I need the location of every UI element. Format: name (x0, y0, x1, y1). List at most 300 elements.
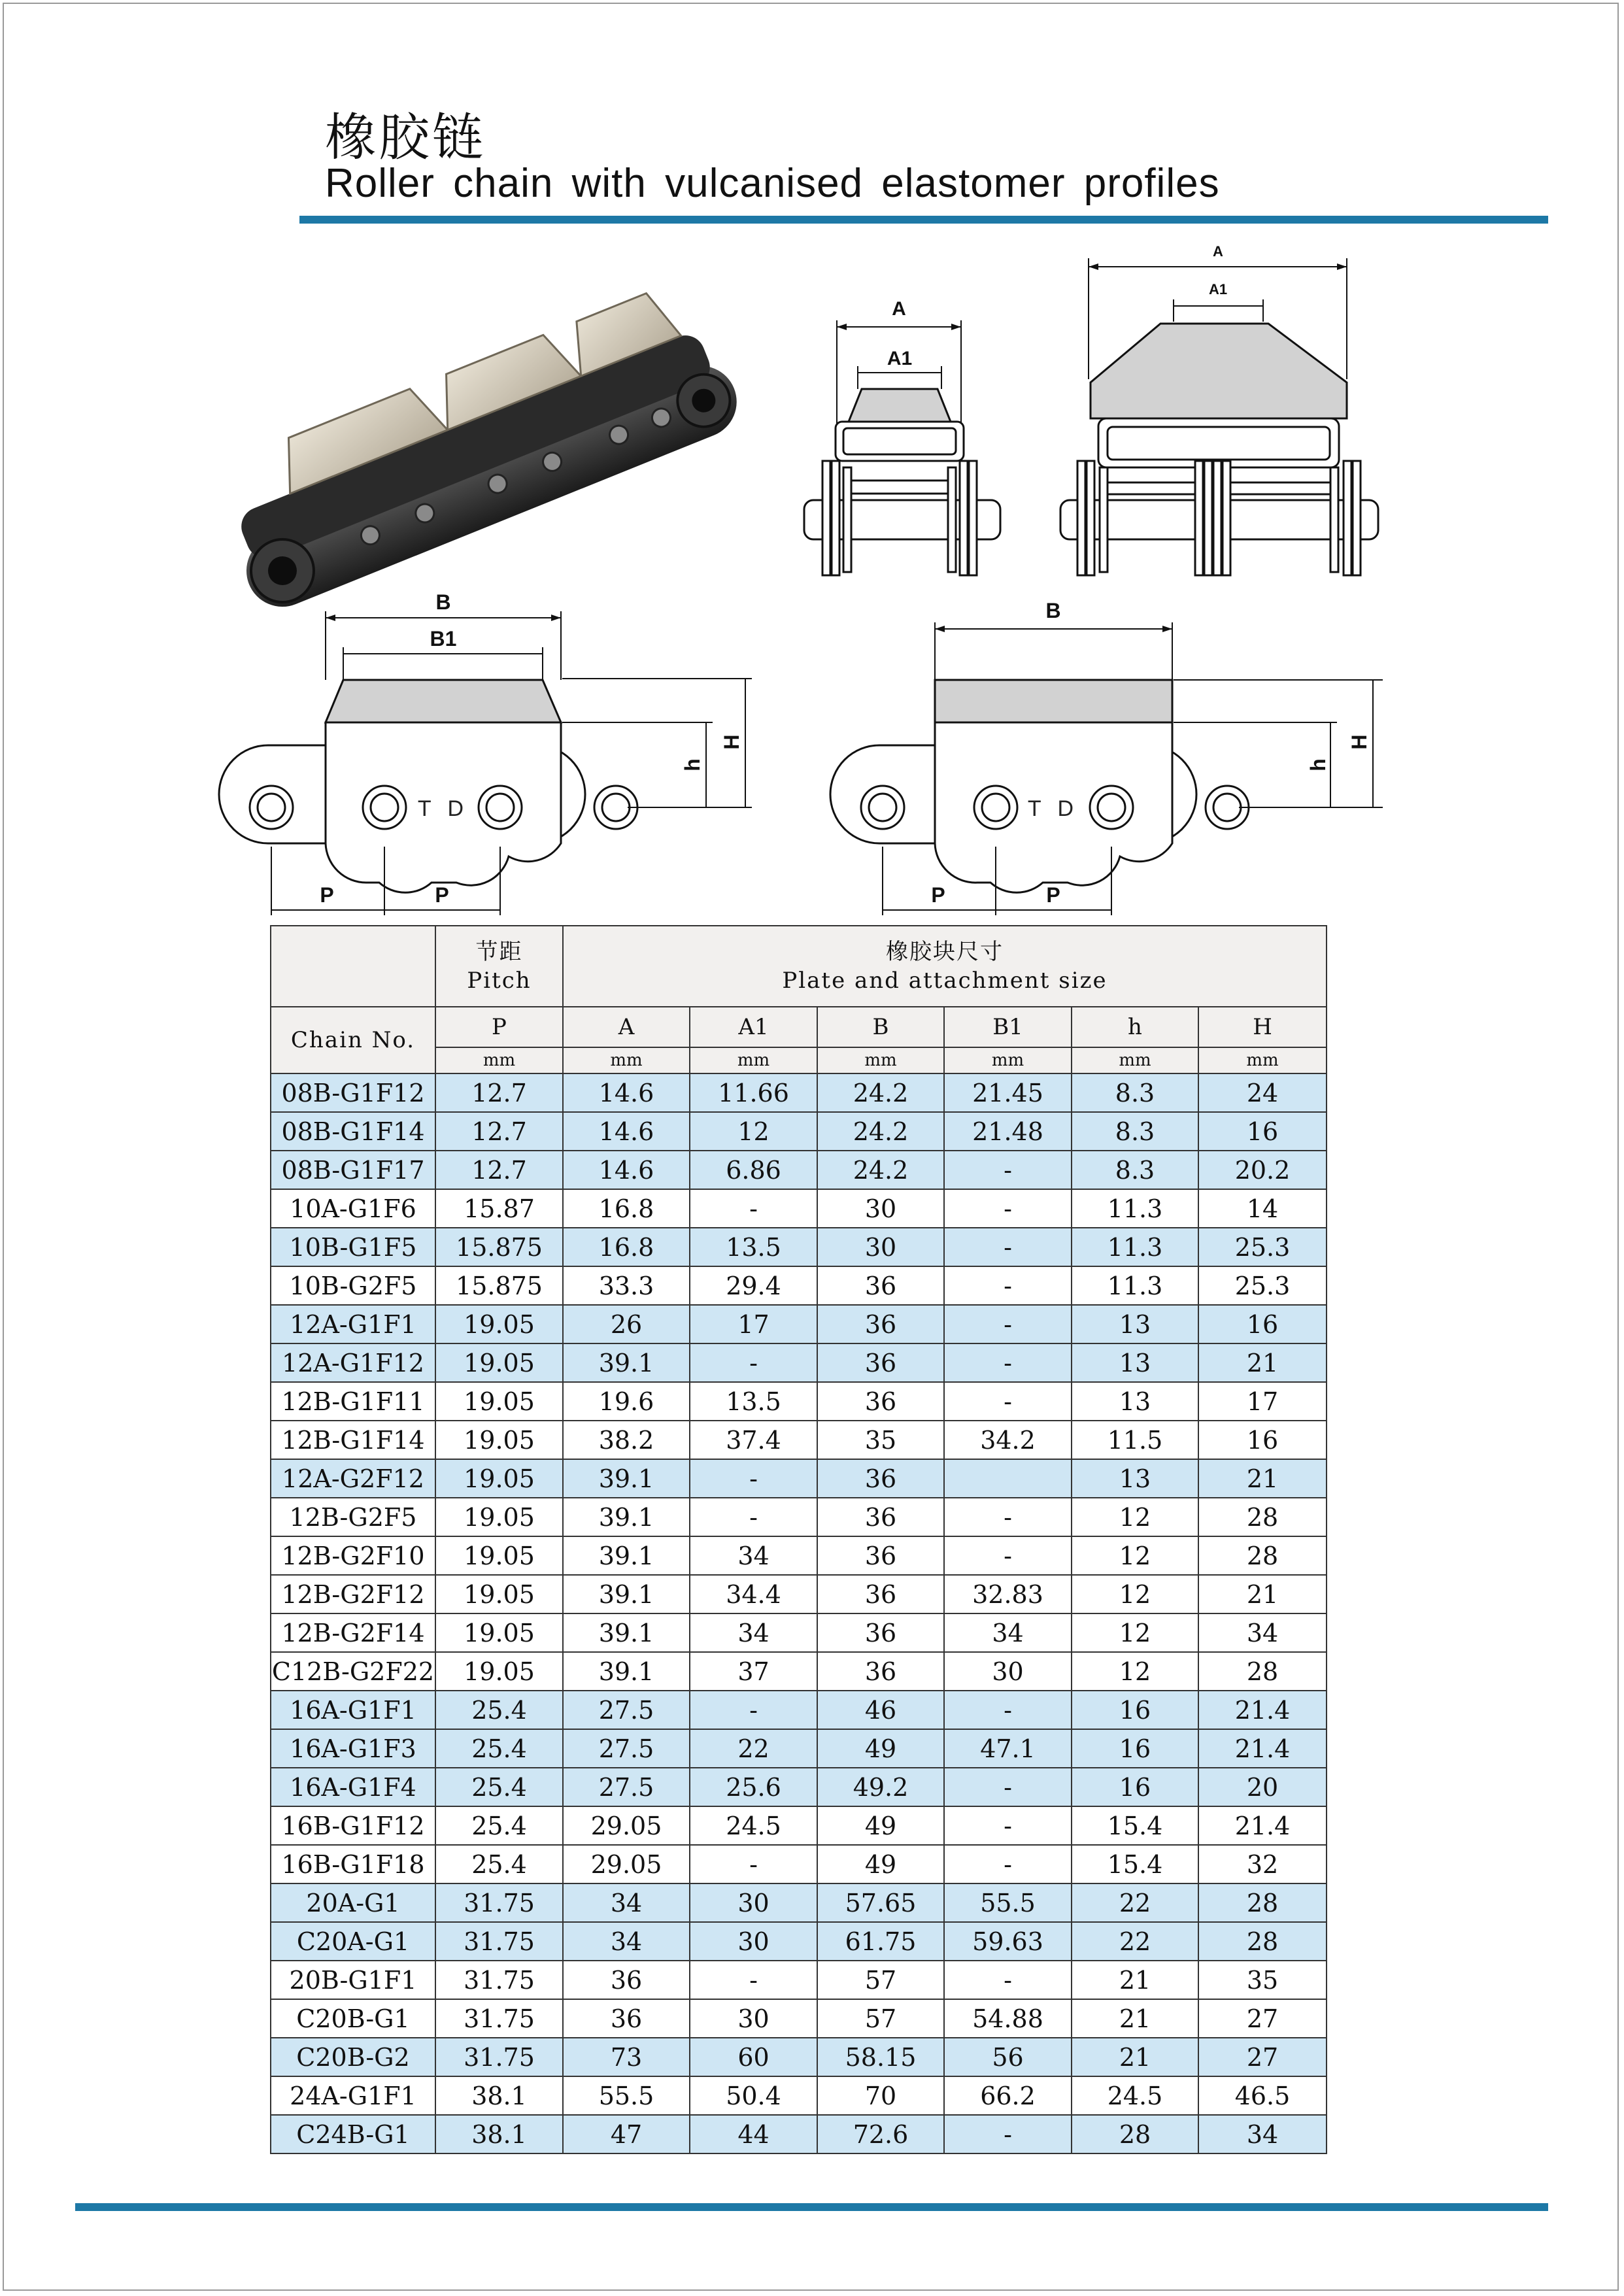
table-cell: 21 (1198, 1459, 1327, 1498)
table-cell: 12.7 (435, 1112, 563, 1151)
chain-number-cell: 12A-G1F12 (271, 1343, 435, 1382)
table-cell: 35 (817, 1421, 944, 1459)
table-cell: 11.66 (690, 1073, 817, 1112)
chain-number-cell: 08B-G1F14 (271, 1112, 435, 1151)
dim-label-h: h (681, 758, 704, 771)
table-cell: 6.86 (690, 1151, 817, 1189)
table-cell: 28 (1198, 1922, 1327, 1961)
table-cell: 19.05 (435, 1421, 563, 1459)
column-header: A1 (690, 1007, 817, 1047)
table-cell: 31.75 (435, 1999, 563, 2038)
table-row (271, 2115, 1327, 2153)
table-cell: 47.1 (944, 1729, 1072, 1768)
table-cell: 30 (690, 1999, 817, 2038)
spec-table-body (271, 1073, 1327, 2153)
table-cell: 36 (563, 1961, 690, 1999)
column-header: h (1072, 1007, 1198, 1047)
table-cell: - (944, 2115, 1072, 2153)
table-cell: 26 (563, 1305, 690, 1343)
table-cell: 39.1 (563, 1613, 690, 1652)
table-cell: 57 (817, 1961, 944, 1999)
dim-label-P-right: P (1046, 883, 1060, 907)
chain-number-cell: 08B-G1F12 (271, 1073, 435, 1112)
table-cell: 19.05 (435, 1575, 563, 1613)
unit-cell: mm (563, 1047, 690, 1073)
table-cell: 12.7 (435, 1151, 563, 1189)
column-header: B (817, 1007, 944, 1047)
header-pitch-en: Pitch (467, 968, 532, 994)
table-cell: 36 (563, 1999, 690, 2038)
table-row (271, 1729, 1327, 1768)
footer-rule (75, 2203, 1548, 2211)
table-cell: - (944, 1151, 1072, 1189)
table-row (271, 1613, 1327, 1652)
table-cell: 24.2 (817, 1151, 944, 1189)
table-cell: 16 (1072, 1768, 1198, 1806)
table-cell: 49 (817, 1845, 944, 1883)
table-cell: 36 (817, 1498, 944, 1536)
table-cell: 36 (817, 1305, 944, 1343)
table-row (271, 1498, 1327, 1536)
table-cell: - (944, 1189, 1072, 1228)
table-row (271, 1189, 1327, 1228)
plate-mark: T D (417, 796, 469, 821)
table-cell: 19.05 (435, 1343, 563, 1382)
table-row (271, 1266, 1327, 1305)
table-cell: 28 (1198, 1652, 1327, 1691)
table-row (271, 1883, 1327, 1922)
table-row (271, 1961, 1327, 1999)
table-cell: 28 (1198, 1883, 1327, 1922)
column-header: B1 (944, 1007, 1072, 1047)
table-cell: - (690, 1845, 817, 1883)
chain-number-cell: C20B-G2 (271, 2038, 435, 2076)
header-plate-en: Plate and attachment size (782, 968, 1108, 994)
table-row (271, 1575, 1327, 1613)
table-cell: 29.4 (690, 1266, 817, 1305)
chain-number-cell: 16A-G1F3 (271, 1729, 435, 1768)
table-cell: 21 (1198, 1343, 1327, 1382)
table-cell: 19.05 (435, 1305, 563, 1343)
table-cell: 58.15 (817, 2038, 944, 2076)
table-cell: - (944, 1305, 1072, 1343)
table-cell: 24.5 (690, 1806, 817, 1845)
chain-number-cell: 10A-G1F6 (271, 1189, 435, 1228)
table-cell: 21.4 (1198, 1806, 1327, 1845)
table-cell: 36 (817, 1652, 944, 1691)
table-cell: 24.2 (817, 1112, 944, 1151)
table-row (271, 1536, 1327, 1575)
table-row (271, 1112, 1327, 1151)
table-row (271, 1073, 1327, 1112)
side-view-tapered (209, 588, 785, 922)
dim-label-B: B (435, 590, 451, 614)
table-cell: 22 (690, 1729, 817, 1768)
dim-label-P-left: P (320, 883, 334, 907)
table-cell: 38.1 (435, 2115, 563, 2153)
table-cell: 66.2 (944, 2076, 1072, 2115)
table-row (271, 1999, 1327, 2038)
table-row (271, 1151, 1327, 1189)
table-cell: 25.4 (435, 1729, 563, 1768)
chain-number-cell: C20A-G1 (271, 1922, 435, 1961)
chain-number-cell: 16B-G1F18 (271, 1845, 435, 1883)
table-cell: 21 (1072, 2038, 1198, 2076)
table-cell: 12 (1072, 1652, 1198, 1691)
table-cell: 54.88 (944, 1999, 1072, 2038)
table-cell: 24.2 (817, 1073, 944, 1112)
chain-number-cell: 12B-G1F14 (271, 1421, 435, 1459)
table-cell: 8.3 (1072, 1073, 1198, 1112)
unit-cell: mm (690, 1047, 817, 1073)
dim-label-A1: A1 (1208, 281, 1228, 297)
chain-number-cell: C12B-G2F22 (271, 1652, 435, 1691)
table-row (271, 1691, 1327, 1729)
page-title-chinese: 橡胶链 (325, 109, 486, 167)
table-cell: 16.8 (563, 1228, 690, 1266)
table-cell: 32.83 (944, 1575, 1072, 1613)
table-cell: 22 (1072, 1922, 1198, 1961)
table-cell: 30 (690, 1922, 817, 1961)
table-cell: 34 (944, 1613, 1072, 1652)
table-cell: 39.1 (563, 1459, 690, 1498)
table-cell: 61.75 (817, 1922, 944, 1961)
dim-label-A: A (1213, 243, 1223, 260)
table-cell: 17 (690, 1305, 817, 1343)
table-cell: 8.3 (1072, 1112, 1198, 1151)
table-cell: - (690, 1189, 817, 1228)
table-row (271, 1459, 1327, 1498)
table-cell: 15.4 (1072, 1845, 1198, 1883)
chain-number-cell: 24A-G1F1 (271, 2076, 435, 2115)
chain-number-cell: 12B-G2F14 (271, 1613, 435, 1652)
table-cell: 57.65 (817, 1883, 944, 1922)
table-cell: 19.05 (435, 1459, 563, 1498)
header-rule (299, 216, 1548, 224)
table-cell: 16 (1072, 1691, 1198, 1729)
plate-mark: T D (1027, 796, 1079, 821)
table-cell: 13 (1072, 1305, 1198, 1343)
table-cell: 47 (563, 2115, 690, 2153)
table-row (271, 1382, 1327, 1421)
header-plate-cn: 橡胶块尺寸 (886, 939, 1004, 965)
front-view-wide (1053, 242, 1379, 588)
table-cell: 21.4 (1198, 1729, 1327, 1768)
chain-number-cell: 12A-G2F12 (271, 1459, 435, 1498)
table-cell: - (690, 1961, 817, 1999)
table-cell: - (944, 1382, 1072, 1421)
table-cell: 8.3 (1072, 1151, 1198, 1189)
table-cell: 20.2 (1198, 1151, 1327, 1189)
table-cell: 55.5 (563, 2076, 690, 2115)
table-cell: 34.4 (690, 1575, 817, 1613)
table-cell: 11.3 (1072, 1228, 1198, 1266)
table-cell: 25.3 (1198, 1266, 1327, 1305)
page-title-english: Roller chain with vulcanised elastomer profiles (325, 161, 1220, 206)
table-cell: 27.5 (563, 1768, 690, 1806)
table-cell: 11.3 (1072, 1189, 1198, 1228)
table-cell: 12 (690, 1112, 817, 1151)
table-cell: 25.4 (435, 1806, 563, 1845)
column-header: P (435, 1007, 563, 1047)
table-cell: - (944, 1691, 1072, 1729)
chain-number-cell: 20B-G1F1 (271, 1961, 435, 1999)
table-row (271, 1305, 1327, 1343)
dim-label-A1: A1 (887, 348, 913, 369)
table-cell: 25.4 (435, 1845, 563, 1883)
table-cell: - (944, 1266, 1072, 1305)
table-cell: 56 (944, 2038, 1072, 2076)
table-cell: 32 (1198, 1845, 1327, 1883)
column-header: A (563, 1007, 690, 1047)
table-cell: - (690, 1343, 817, 1382)
table-row (271, 1228, 1327, 1266)
dim-label-H: H (1347, 734, 1371, 750)
table-cell: 37 (690, 1652, 817, 1691)
front-view-narrow (798, 291, 1007, 585)
table-cell: 16 (1198, 1305, 1327, 1343)
table-cell: - (690, 1498, 817, 1536)
unit-cell: mm (944, 1047, 1072, 1073)
table-cell: 34.2 (944, 1421, 1072, 1459)
table-cell: 29.05 (563, 1806, 690, 1845)
table-cell: 38.1 (435, 2076, 563, 2115)
spec-table (270, 925, 1327, 2154)
table-cell: - (944, 1536, 1072, 1575)
chain-number-cell: 20A-G1 (271, 1883, 435, 1922)
table-row (271, 1652, 1327, 1691)
table-row (271, 1845, 1327, 1883)
table-cell: 21.4 (1198, 1691, 1327, 1729)
table-cell: - (690, 1691, 817, 1729)
table-cell: 16 (1072, 1729, 1198, 1768)
chain-number-cell: 12B-G2F5 (271, 1498, 435, 1536)
side-view-flat (820, 588, 1396, 922)
table-cell: 22 (1072, 1883, 1198, 1922)
table-cell: 25.3 (1198, 1228, 1327, 1266)
header-pitch (435, 926, 563, 1007)
table-cell: 19.05 (435, 1652, 563, 1691)
table-cell: 30 (944, 1652, 1072, 1691)
table-cell: 17 (1198, 1382, 1327, 1421)
unit-cell: mm (435, 1047, 563, 1073)
chain-number-cell: 16A-G1F4 (271, 1768, 435, 1806)
table-cell: - (944, 1806, 1072, 1845)
table-cell: 39.1 (563, 1498, 690, 1536)
table-cell: - (690, 1459, 817, 1498)
table-cell: 16 (1198, 1421, 1327, 1459)
table-cell: 34 (1198, 2115, 1327, 2153)
table-cell: 36 (817, 1382, 944, 1421)
table-cell: 15.875 (435, 1228, 563, 1266)
table-cell: 34 (563, 1922, 690, 1961)
table-cell: 36 (817, 1266, 944, 1305)
table-cell: 25.4 (435, 1768, 563, 1806)
dim-label-H: H (720, 734, 743, 750)
table-cell: 15.87 (435, 1189, 563, 1228)
table-cell: 72.6 (817, 2115, 944, 2153)
dim-label-A: A (892, 298, 906, 320)
table-cell: 28 (1198, 1498, 1327, 1536)
table-cell: 39.1 (563, 1575, 690, 1613)
table-cell: 34 (563, 1883, 690, 1922)
table-row (271, 2038, 1327, 2076)
table-cell: 12 (1072, 1498, 1198, 1536)
table-cell: 60 (690, 2038, 817, 2076)
table-cell: - (944, 1961, 1072, 1999)
table-cell: 16 (1198, 1112, 1327, 1151)
chain-number-cell: C24B-G1 (271, 2115, 435, 2153)
table-cell: 14.6 (563, 1073, 690, 1112)
table-cell: 34 (1198, 1613, 1327, 1652)
table-row (271, 1343, 1327, 1382)
table-cell: 27 (1198, 2038, 1327, 2076)
table-cell: - (944, 1845, 1072, 1883)
table-cell: 36 (817, 1536, 944, 1575)
chain-number-cell: 08B-G1F17 (271, 1151, 435, 1189)
table-cell: 13.5 (690, 1382, 817, 1421)
unit-cell: mm (817, 1047, 944, 1073)
table-cell: 36 (817, 1575, 944, 1613)
table-cell: 49 (817, 1806, 944, 1845)
table-cell: - (944, 1768, 1072, 1806)
chain-number-cell: 16B-G1F12 (271, 1806, 435, 1845)
table-cell: 37.4 (690, 1421, 817, 1459)
table-cell: 35 (1198, 1961, 1327, 1999)
table-cell: 12 (1072, 1536, 1198, 1575)
table-cell: 14.6 (563, 1151, 690, 1189)
chain-photo (183, 258, 758, 611)
header-empty-cell (271, 926, 435, 1007)
table-cell (944, 1459, 1072, 1498)
table-cell: 19.6 (563, 1382, 690, 1421)
chain-number-cell: 16A-G1F1 (271, 1691, 435, 1729)
table-cell: 57 (817, 1999, 944, 2038)
table-cell: 55.5 (944, 1883, 1072, 1922)
table-cell: 44 (690, 2115, 817, 2153)
table-cell: 19.05 (435, 1536, 563, 1575)
table-cell: 19.05 (435, 1613, 563, 1652)
chain-number-cell: 12A-G1F1 (271, 1305, 435, 1343)
table-cell: 11.3 (1072, 1266, 1198, 1305)
column-header: H (1198, 1007, 1327, 1047)
chain-number-cell: C20B-G1 (271, 1999, 435, 2038)
table-cell: 29.05 (563, 1845, 690, 1883)
chain-number-cell: 12B-G2F10 (271, 1536, 435, 1575)
header-chain-no: Chain No. (271, 1007, 435, 1073)
table-cell: 38.2 (563, 1421, 690, 1459)
table-cell: 11.5 (1072, 1421, 1198, 1459)
table-cell: 21.48 (944, 1112, 1072, 1151)
table-cell: 31.75 (435, 1922, 563, 1961)
table-cell: 28 (1072, 2115, 1198, 2153)
table-cell: 27.5 (563, 1729, 690, 1768)
table-row (271, 1806, 1327, 1845)
header-pitch-cn: 节距 (475, 939, 523, 965)
table-cell: 36 (817, 1343, 944, 1382)
table-cell: 13 (1072, 1459, 1198, 1498)
table-cell: 70 (817, 2076, 944, 2115)
table-cell: 33.3 (563, 1266, 690, 1305)
table-cell: 12.7 (435, 1073, 563, 1112)
table-cell: 46.5 (1198, 2076, 1327, 2115)
chain-number-cell: 12B-G1F11 (271, 1382, 435, 1421)
table-cell: 59.63 (944, 1922, 1072, 1961)
table-cell: 31.75 (435, 2038, 563, 2076)
table-cell: 13 (1072, 1343, 1198, 1382)
table-cell: 34 (690, 1613, 817, 1652)
table-cell: 13.5 (690, 1228, 817, 1266)
table-cell: 15.4 (1072, 1806, 1198, 1845)
table-row (271, 1421, 1327, 1459)
table-cell: 27.5 (563, 1691, 690, 1729)
dim-label-B: B (1045, 599, 1061, 622)
chain-number-cell: 10B-G1F5 (271, 1228, 435, 1266)
table-cell: 14 (1198, 1189, 1327, 1228)
table-cell: - (944, 1343, 1072, 1382)
table-cell: 28 (1198, 1536, 1327, 1575)
table-cell: 16.8 (563, 1189, 690, 1228)
table-cell: 25.4 (435, 1691, 563, 1729)
table-cell: 30 (817, 1228, 944, 1266)
table-cell: 24.5 (1072, 2076, 1198, 2115)
table-cell: 15.875 (435, 1266, 563, 1305)
unit-cell: mm (1072, 1047, 1198, 1073)
table-cell: 14.6 (563, 1112, 690, 1151)
table-cell: 25.6 (690, 1768, 817, 1806)
header-plate-size (563, 926, 1327, 1007)
chain-number-cell: 12B-G2F12 (271, 1575, 435, 1613)
table-cell: 20 (1198, 1768, 1327, 1806)
table-cell: - (944, 1498, 1072, 1536)
table-cell: 30 (690, 1883, 817, 1922)
table-row (271, 2076, 1327, 2115)
table-cell: - (944, 1228, 1072, 1266)
table-cell: 19.05 (435, 1382, 563, 1421)
table-cell: 24 (1198, 1073, 1327, 1112)
table-cell: 12 (1072, 1613, 1198, 1652)
table-cell: 39.1 (563, 1652, 690, 1691)
table-cell: 36 (817, 1459, 944, 1498)
table-cell: 21 (1072, 1999, 1198, 2038)
table-cell: 49.2 (817, 1768, 944, 1806)
unit-cell: mm (1198, 1047, 1327, 1073)
dim-label-h: h (1306, 758, 1330, 771)
table-cell: 30 (817, 1189, 944, 1228)
dim-label-P-right: P (435, 883, 449, 907)
dim-label-B1: B1 (430, 627, 457, 650)
table-cell: 31.75 (435, 1961, 563, 1999)
table-cell: 12 (1072, 1575, 1198, 1613)
chain-number-cell: 10B-G2F5 (271, 1266, 435, 1305)
table-cell: 50.4 (690, 2076, 817, 2115)
table-cell: 21 (1198, 1575, 1327, 1613)
table-cell: 31.75 (435, 1883, 563, 1922)
table-cell: 21.45 (944, 1073, 1072, 1112)
table-row (271, 1922, 1327, 1961)
table-cell: 46 (817, 1691, 944, 1729)
table-cell: 19.05 (435, 1498, 563, 1536)
dim-label-P-left: P (931, 883, 945, 907)
table-cell: 13 (1072, 1382, 1198, 1421)
table-cell: 73 (563, 2038, 690, 2076)
table-cell: 21 (1072, 1961, 1198, 1999)
table-cell: 39.1 (563, 1536, 690, 1575)
table-cell: 49 (817, 1729, 944, 1768)
table-row (271, 1768, 1327, 1806)
table-cell: 36 (817, 1613, 944, 1652)
table-cell: 39.1 (563, 1343, 690, 1382)
